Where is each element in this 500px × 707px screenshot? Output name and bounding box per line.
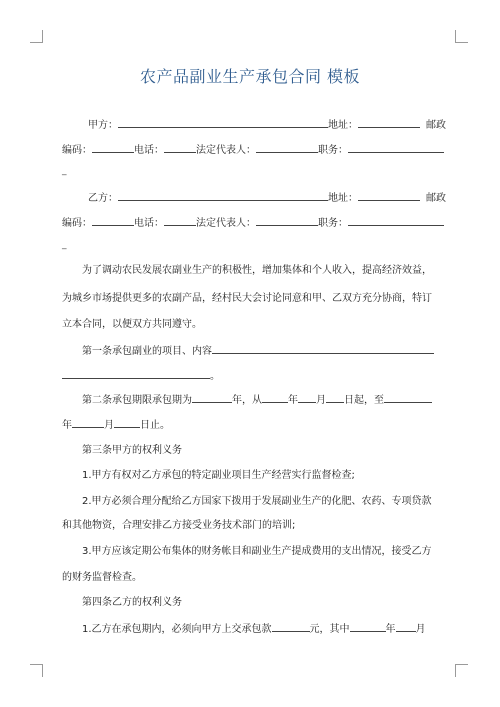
article4-heading	[62, 596, 442, 610]
article1-line	[62, 343, 442, 359]
dash-mark-2: _	[62, 240, 67, 250]
article4-item1-yuan: 元，其中	[309, 624, 350, 635]
party-a-name-blank	[118, 117, 328, 128]
party-b-duty-label: 职务：	[318, 218, 348, 229]
article4-blank-month	[396, 621, 416, 632]
article2-blank-from-day	[326, 392, 344, 403]
party-a-address-label: 地址：	[328, 120, 358, 131]
article2-month: 月	[316, 395, 326, 406]
article3-item-2	[62, 495, 442, 509]
dash-mark-1: _	[62, 166, 67, 176]
article3-item-3	[62, 545, 442, 559]
intro-line-1	[62, 264, 442, 278]
article2-blank-years	[192, 392, 232, 403]
party-a-rep-label: 法定代表人：	[196, 145, 256, 156]
intro-line-2: 为城乡市场提供更多的农副产品，经村民大会讨论同意和甲、乙双方充分协商，特订	[62, 293, 432, 304]
party-b-address-blank	[358, 190, 420, 201]
party-b-duty-blank	[348, 215, 444, 226]
party-b-rep-label: 法定代表人：	[196, 218, 256, 229]
party-a-row1	[62, 117, 446, 133]
article4-item-1	[62, 621, 442, 637]
article1-end: 。	[210, 371, 220, 382]
article4-heading-text: 第四条乙方的权利义务	[82, 597, 182, 608]
article2-year: 年，从	[232, 395, 262, 406]
party-b-name-blank	[118, 190, 328, 201]
party-b-row2	[62, 215, 442, 231]
article3-heading-text: 第三条甲方的权利义务	[82, 445, 182, 456]
party-b-rep-blank	[256, 215, 318, 226]
party-b-row1	[62, 190, 446, 206]
article4-blank-year	[350, 621, 386, 632]
party-a-duty-label: 职务：	[318, 145, 348, 156]
article2-blank-from-month	[298, 392, 316, 403]
article2-day-end: 日止。	[140, 420, 170, 431]
party-a-label: 甲方：	[88, 120, 118, 131]
corner-mark-top-right	[455, 30, 468, 43]
article2-day-from: 日起，至	[344, 395, 384, 406]
party-a-code-label: 编码：	[62, 145, 92, 156]
article4-item1-year: 年	[385, 624, 396, 635]
article2-line-2	[62, 417, 442, 433]
article2-prefix: 第二条承包期限承包期为	[82, 395, 192, 406]
document-title: 农产品副业生产承包合同 模板	[139, 67, 361, 86]
article3-item-3-cont: 的财务监督检查。	[62, 572, 142, 583]
article3-item-1-text: 1.甲方有权对乙方承包的特定副业项目生产经营实行监督检查;	[82, 470, 355, 481]
article2-blank-to	[384, 392, 432, 403]
article3-heading	[62, 444, 442, 458]
article1-text: 第一条承包副业的项目、内容	[82, 346, 212, 357]
article1-line-2	[62, 368, 442, 384]
article2-blank-from-year	[262, 392, 288, 403]
party-b-postal-label: 邮政	[426, 193, 446, 204]
article1-blank-1	[212, 343, 434, 354]
article2-blank-to-year	[72, 417, 104, 428]
party-a-address-blank	[358, 117, 420, 128]
corner-mark-top-left	[30, 30, 43, 43]
party-a-row2	[62, 142, 442, 158]
article3-item-2-text: 2.甲方必须合理分配给乙方国家下拨用于发展副业生产的化肥、农药、专项贷款	[82, 496, 432, 507]
article3-item-1	[62, 469, 442, 483]
party-b-phone-label: 电话：	[134, 218, 164, 229]
party-a-duty-blank	[348, 142, 444, 153]
article1-blank-2	[62, 368, 210, 379]
party-b-code-label: 编码：	[62, 218, 92, 229]
party-a-phone-label: 电话：	[134, 145, 164, 156]
article4-item1-month: 月	[415, 624, 426, 635]
intro-line-3: 立本合同，以便双方共同遵守。	[62, 319, 202, 330]
article2-year2: 年	[288, 395, 298, 406]
article2-year3: 年	[62, 420, 72, 431]
party-a-phone-blank	[164, 142, 196, 153]
corner-mark-bottom-left	[30, 664, 43, 677]
party-b-code-blank	[92, 215, 134, 226]
party-b-phone-blank	[164, 215, 196, 226]
article2-blank-to-month	[114, 417, 140, 428]
corner-mark-bottom-right	[455, 664, 468, 677]
article2-line-1	[62, 392, 442, 408]
article3-item-2-cont: 和其他物资，合理安排乙方接受业务技术部门的培训;	[62, 520, 296, 531]
article4-item1-prefix: 1.乙方在承包期内，必须向甲方上交承包款	[82, 624, 272, 635]
article3-item-3-text: 3.甲方应该定期公布集体的财务帐目和副业生产提成费用的支出情况，接受乙方	[82, 546, 432, 557]
party-b-label: 乙方：	[88, 193, 118, 204]
article2-month2: 月	[104, 420, 114, 431]
party-a-postal-label: 邮政	[426, 120, 446, 131]
party-a-code-blank	[92, 142, 134, 153]
party-b-address-label: 地址：	[328, 193, 358, 204]
article4-blank-amount	[272, 621, 310, 632]
intro-text-1: 为了调动农民发展农副业生产的积极性，增加集体和个人收入，提高经济效益，	[82, 265, 432, 276]
party-a-rep-blank	[256, 142, 318, 153]
